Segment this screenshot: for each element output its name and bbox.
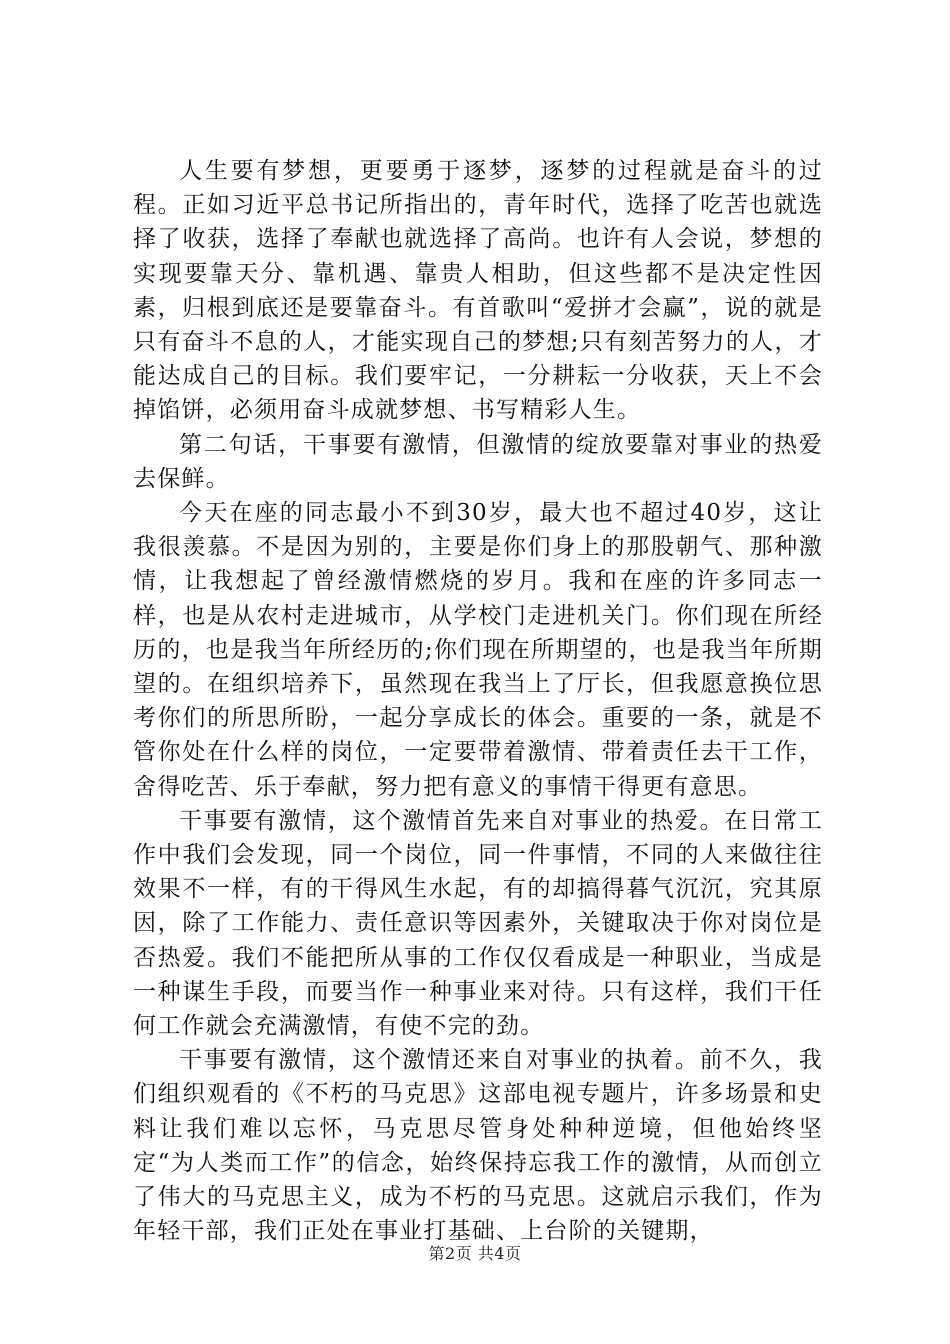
paragraph-5: 干事要有激情，这个激情还来自对事业的执着。前不久，我们组织观看的《不朽的马克思》这部电视专题片，许多场景和史料让我们难以忘怀，马克思尽管身处种种逆境，但他始终坚定“为人类而工作”的信念，始终保持忘我工作的激情，从而创立了伟大的马克思主义，成为不朽的马克思。这就启示我们，作为年轻干部，我们正处在事业打基础、上台阶的关键期， [133, 1047, 823, 1245]
page-number-footer: 第2页 共4页 [428, 1244, 522, 1263]
paragraph-1: 人生要有梦想，更要勇于逐梦，逐梦的过程就是奋斗的过程。正如习近平总书记所指出的，青年时代，选择了吃苦也就选择了收获，选择了奉献也就选择了高尚。也许有人会说，梦想的实现要靠天分、靠机遇、靠贵人相助，但这些都不是决定性因素，归根到底还是要靠奋斗。有首歌叫“爱拼才会赢”，说的就是只有奋斗不息的人，才能实现自己的梦想;只有刻苦努力的人，才能达成自己的目标。我们要牢记，一分耕耘一分收获，天上不会掉馅饼，必须用奋斗成就梦想、书写精彩人生。 [133, 158, 823, 424]
paragraph-2: 第二句话，干事要有激情，但激情的绽放要靠对事业的热爱去保鲜。 [133, 431, 823, 492]
paragraph-4: 干事要有激情，这个激情首先来自对事业的热爱。在日常工作中我们会发现，同一个岗位，同一件事情，不同的人来做往往效果不一样，有的干得风生水起，有的却搞得暮气沉沉，究其原因，除了工作能力、责任意识等因素外，关键取决于你对岗位是否热爱。我们不能把所从事的工作仅仅看成是一种职业，当成是一种谋生手段，而要当作一种事业来对待。只有这样，我们干任何工作就会充满激情，有使不完的劲。 [133, 807, 823, 1040]
paragraph-3: 今天在座的同志最小不到30岁，最大也不超过40岁，这让我很羡慕。不是因为别的，主要是你们身上的那股朝气、那种激情，让我想起了曾经激情燃烧的岁月。我和在座的许多同志一样，也是从农村走进城市，从学校门走进机关门。你们现在所经历的，也是我当年所经历的;你们现在所期望的，也是我当年所期望的。在组织培养下，虽然现在我当上了厅长，但我愿意换位思考你们的所思所盼，一起分享成长的体会。重要的一条，就是不管你处在什么样的岗位，一定要带着激情、带着责任去干工作，舍得吃苦、乐于奉献，努力把有意义的事情干得更有意思。 [133, 500, 823, 800]
document-body [133, 154, 823, 1249]
